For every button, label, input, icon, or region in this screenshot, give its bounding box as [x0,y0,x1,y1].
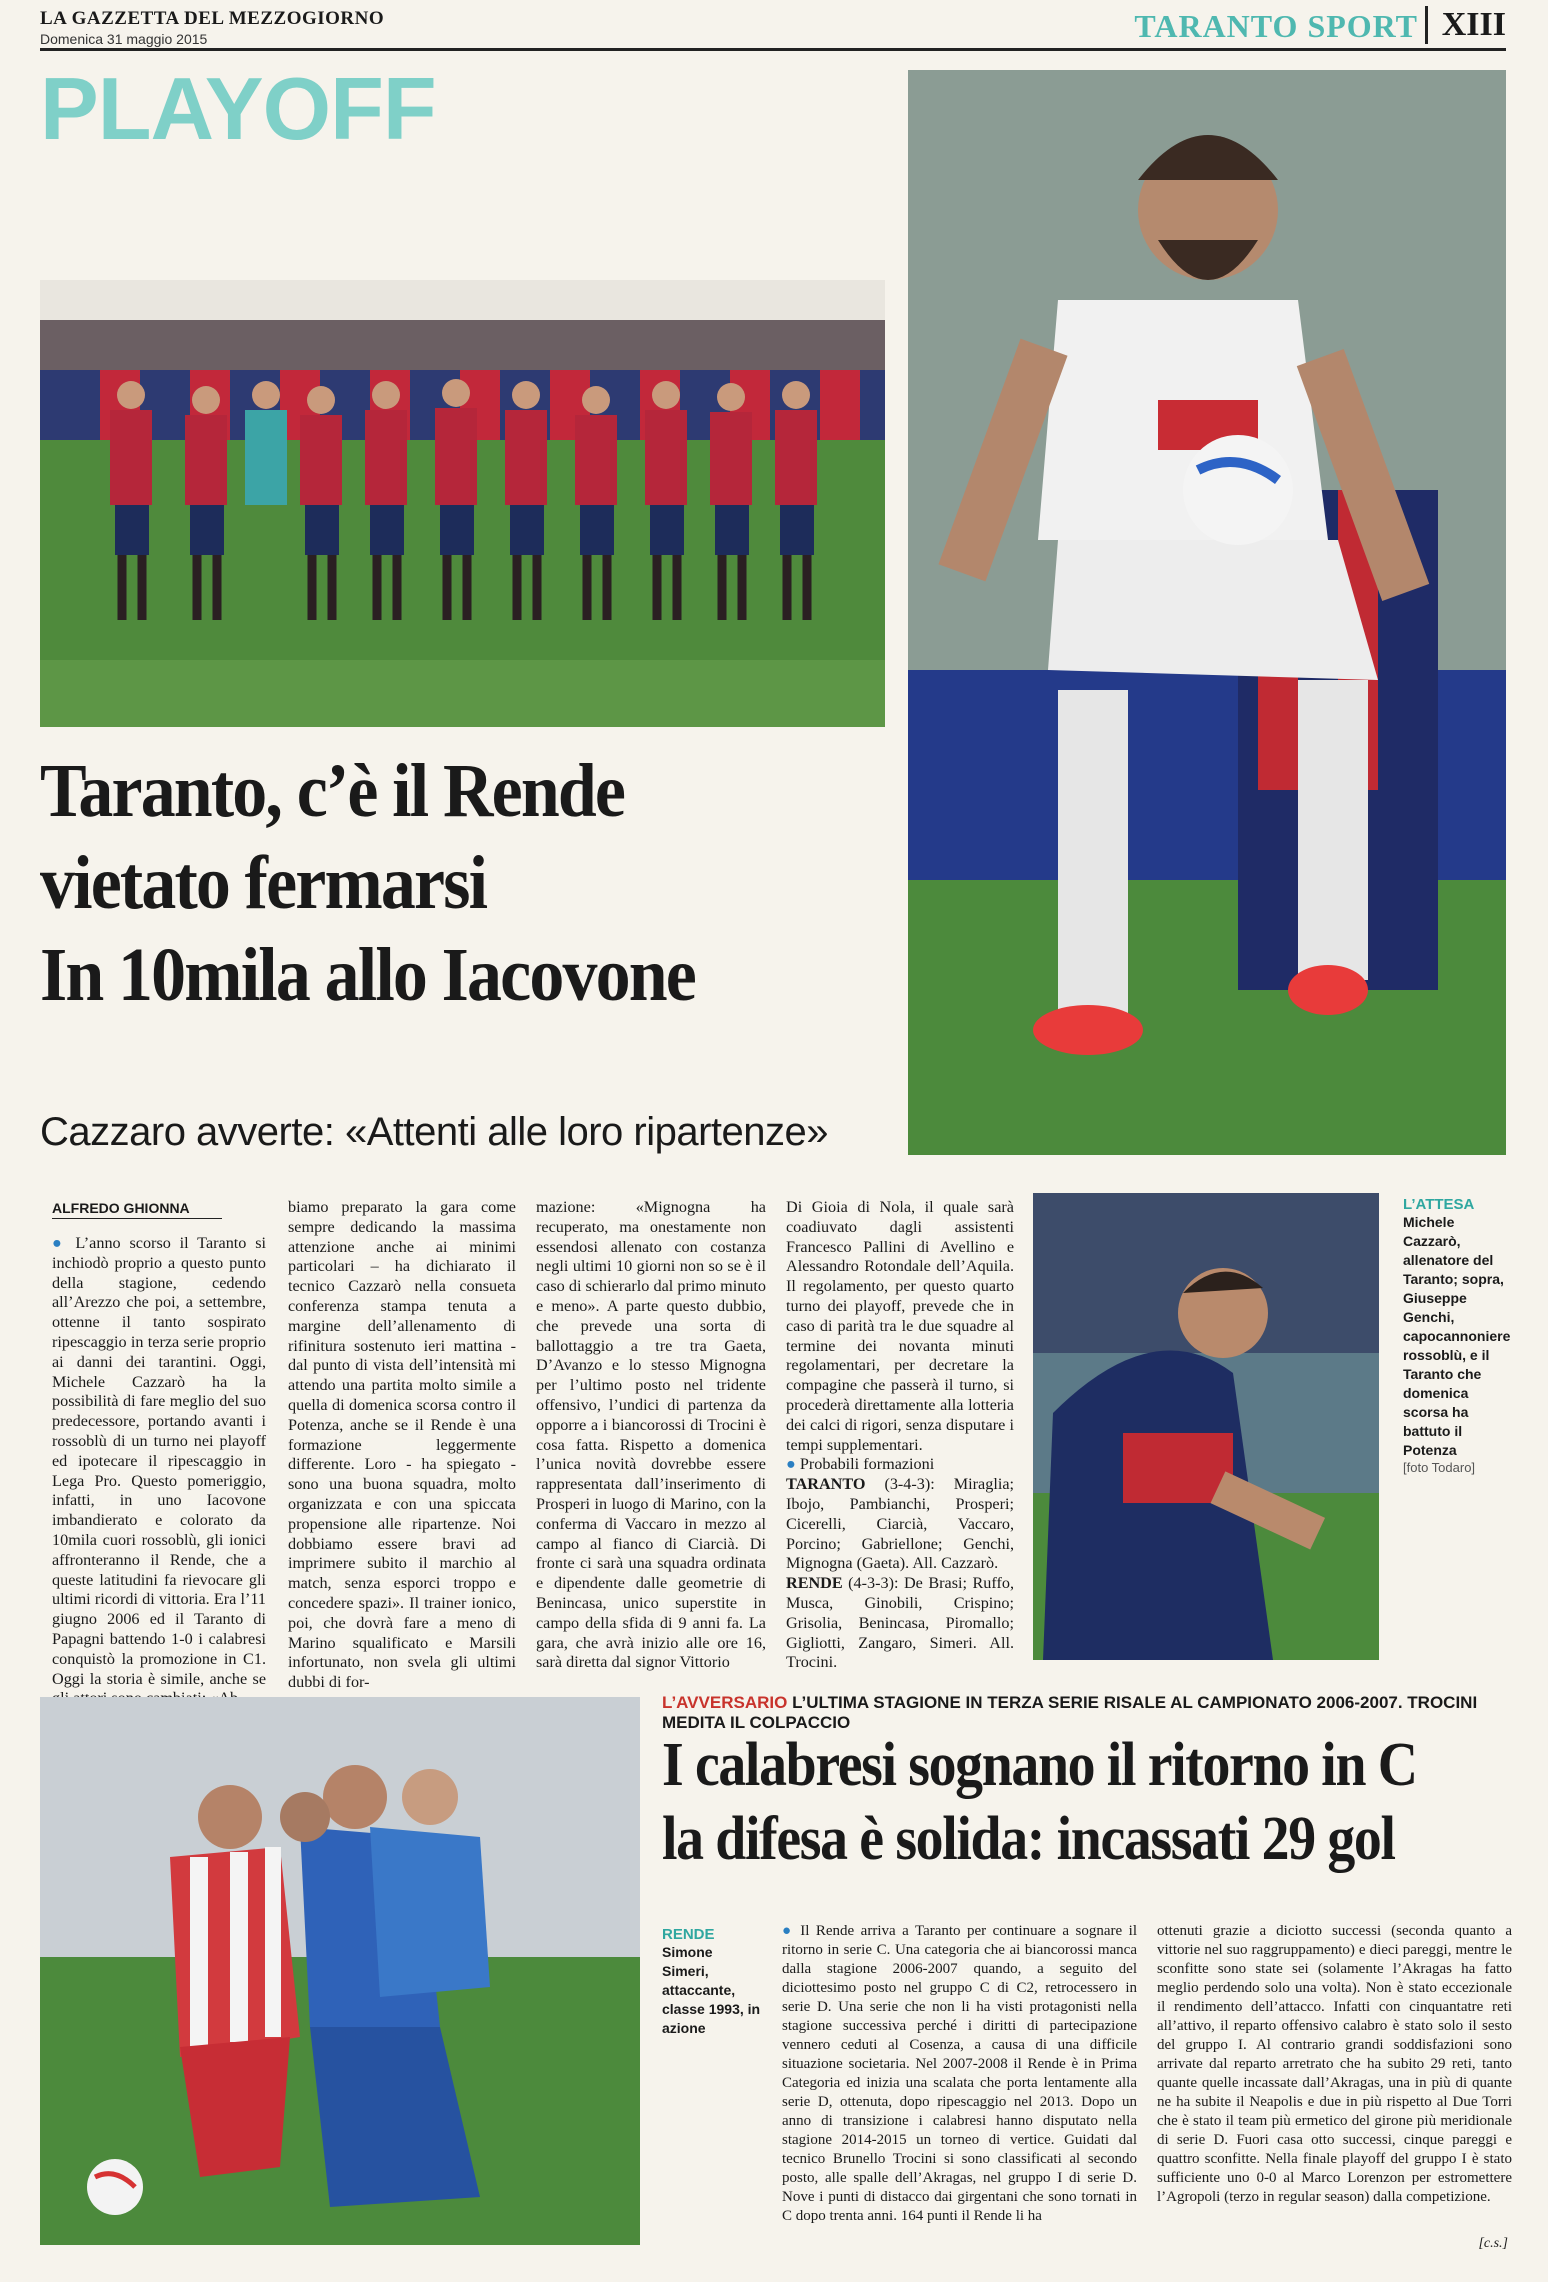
column-1-text: L’anno scorso il Taranto si inchiodò proprio a questo punto della stagione, cedendo all’Arezzo che poi, a settembre, ottenne il tanto sospirato ripescaggio in terza serie proprio ai danni dei tarantini. Oggi, Michele Cazzarò ha la possibilità di fare meglio del suo predecessore, portando avanti i rossoblù di un turno nei playoff ed ipotecare il ripescaggio in Lega Pro. Questo pomeriggio, infatti, in uno Iacovone imbandierato e colorato da 10mila cuori rossoblù, gli ionici affronteranno il Rende, che a queste latitudini fa rievocare gli ultimi ricordi di vittoria. Era l’11 giugno 2006 ed il Taranto di Papagni battendo 1-0 i calabresi conquistò la promozione in C1. Oggi la storia è simile, anche se [52,1234,267,1688]
article-column-4 [786,1198,1014,1673]
article-column-3 [536,1198,766,1673]
lineup-rende-text: (4-3-3): De Brasi; Ruffo, Musca, Ginobili, Crispino; Grisolia, Benincasa, Piromallo; Gigliotti, Zangaro, Simeri. All. Trocini. [786,1574,1014,1672]
caption-text: Simone Simeri, attaccante, classe 1993, in azione [662,1944,761,2036]
column-2-text: biamo preparato la gara come sempre dedicando la massima attenzione anche ai minimi particolari – ha dichiarato il tecnico Cazzarò nella consueta conferenza stampa tenuta a margine dell’allenamento di rifinitura sostenuto ieri mattina - dal punto di vista dell’intensità mi attendo una partita molto simile a quella di domenica scorsa contro il Potenza, anche se il Rende è una formazione leggermente differente. Loro - ha spiegato - sono una buona squadra, molto organizzata e con una spiccata propensione alle ripartenze. Noi dobbiamo essere bravi ad imprimere subito il marchio al match, senza esporci troppo e concedere spazi». Il trainer ionico, poi, che dovrà fare a meno di Marino squalificato e Marsili infortunato, non svela gli ultimi dubbi di for- [288,1198,516,1692]
rende-caption [662,1926,762,2038]
second-column-2-text: ottenuti grazie a diciotto successi (seconda quanto a vittorie nel suo raggruppamento) e dieci pareggi, mentre le sconfitte sono state sei (solamente l’Akragas ha fatto meglio perdendo solo una volta). Non è stato eccezionale il rendimento dell’attacco. Infatti con cinquantatre reti all’attivo, il reparto offensivo calabro è stato solo il sesto del gruppo I. Al contrario grandi soddisfazioni sono arrivate dal reparto arretrato che ha subito 29 reti, tanto quante quelle incassate dall’Akragas, una in più di quante ne ha subite il Neapolis e due in più rispetto al Due Torri che è stato il team più ermetico del girone più meridionale di serie D. Fuori casa otto successi, cinque pareggi e quattro sconfitte. Nella finale playoff del gruppo I è stato sufficiente uno 0-0 al Marco Lorenzon per estromettere l’Agropoli (terzo in regular season) dalla competizione. [1157,1923,1512,2205]
coach-caption [1403,1196,1513,1475]
section-title: TARANTO SPORT [1134,8,1418,44]
column-4-text: Di Gioia di Nola, il quale sarà coadiuvato dagli assistenti Francesco Pallini di Avellino e Alessandro Rotondale dell’Aquila. Il regolamento, per questo quarto turno dei playoff, prevede che in caso di parità tra le due squadre al termine dei novanta minuti regolamentari, per decretare la compagine che passerà il turno, si procederà direttamente alla lotteria dei calci di rigori, senza disputare i tempi supplementari. [786,1198,1014,1454]
main-headline [40,745,831,1021]
lineup-rende-label: RENDE [786,1574,843,1593]
headline-line-2: vietato fermarsi [40,841,487,925]
caption-label: RENDE [662,1926,715,1943]
ribbon-label: L’AVVERSARIO [662,1693,788,1712]
team-photo [40,280,885,727]
lineup-taranto-text: (3-4-3): Miraglia; Ibojo, Pambianchi, Prosperi; Cicerelli, Ciarcià, Vaccaro, Porcino; Gabriellone; Genchi, Mignogna (Gaeta). All. Cazzarò. [786,1475,1014,1573]
page-number: XIII [1425,6,1506,44]
column-3-text: mazione: «Mignogna ha recuperato, ma onestamente non essendosi allenato con costanza negli ultimi 10 giorni non so se è il caso di schierarlo dal primo minuto e meno». A parte questo dubbio, che prevede una sorta di ballottaggio a tre tra Gaeta, D’Avanzo e lo stesso Mignogna per l’ultimo posto nel tridente offensivo, l’undici di partenza da opporre a i biancorossi di Trocini è cosa fatta. Rispetto a domenica l’unica novità dovrebbe essere rappresentata dall’inserimento di Prosperi in luogo di Marino, con la conferma di Vaccaro in mezzo al campo al fianco di Ciarcià. Di fronte ci sarà una squadra ordinata e dipendente dalle geometrie di Benincasa, unico superstite in campo della sfida di 9 anni fa. La gara, che avrà inizio alle ore 16, sarà diretta dal signor Vittorio [536,1198,766,1672]
headline-line-1: Taranto, c’è il Rende [40,749,625,833]
caption-text: Michele Cazzarò, allenatore del Taranto; sopra, Giuseppe Genchi, capocannoniere rossoblù, e il Taranto che domenica scorsa ha battuto il Potenza [1403,1214,1511,1458]
lineups-title: ● Probabili formazioni [786,1455,935,1474]
second-column-1-text: Il Rende arriva a Taranto per continuare a sognare il ritorno in serie C. Una categoria che ai biancorossi manca dalla stagione 2006-2007 quando, a seguito del diciottesimo posto nel gruppo C di C2, retrocessero in serie D. Una serie che non li ha visti protagonisti nella stagione successiva perché i diritti di partecipazione vennero ceduti al Cosenza, a causa di una difficile situazione societaria. Nel 2007-2008 il Rende è in Prima Categoria ed inizia una scalata che porta lentamente alla serie D, ottenuta, dopo ripescaggio nel 2013. Dopo un anno di transizione i calabresi hanno disputato nella stagione 2014-2015 un torneo di vertice. Guidati dal tecnico Brunello Trocini si sono classificati al secondo posto, alle spalle dell’Akragas, nel gruppo I di serie D. Nove i punti di distacco dai girgentani che sono tornati in C dopo trenta anni. 164 punti il Rende li ha [782,1923,1137,2224]
lineup-rende [786,1574,1014,1673]
second-headline [662,1728,1427,1876]
ribbon [662,1693,1512,1733]
ribbon-text: L’ULTIMA STAGIONE IN TERZA SERIE RISALE AL CAMPIONATO 2006-2007. TROCINI MEDITA IL COLPACCIO [662,1693,1478,1732]
action-photo [40,1697,640,2245]
coach-photo [1033,1193,1379,1660]
lineup-taranto-label: TARANTO [786,1475,866,1494]
second-headline-line-2: la difesa è solida: incassati 29 gol [662,1805,1395,1873]
header-rule [40,48,1506,51]
second-article-column-1 [782,1922,1137,2226]
issue-date: Domenica 31 maggio 2015 [40,31,208,47]
article-column-2 [288,1198,516,1693]
second-article-column-2 [1157,1922,1512,2207]
author-initials: [c.s.] [1478,2236,1508,2251]
photo-credit: [foto Todaro] [1403,1460,1476,1475]
subhead: Cazzaro avverte: «Attenti alle loro ripartenze» [40,1110,829,1154]
caption-label: L’ATTESA [1403,1196,1475,1213]
bullet-icon: ● [52,1234,67,1252]
headline-line-3: In 10mila allo Iacovone [40,933,695,1017]
lineup-taranto [786,1475,1014,1574]
player-jump-photo [908,70,1506,1155]
bullet-icon: ● [782,1923,794,1939]
kicker: PLAYOFF [40,59,436,158]
second-headline-line-1: I calabresi sognano il ritorno in C [662,1731,1417,1799]
bullet-icon: ● [786,1455,796,1474]
article-column-1 [52,1234,266,1709]
masthead: LA GAZZETTA DEL MEZZOGIORNO [40,8,385,29]
byline: ALFREDO GHIONNA [52,1200,222,1219]
